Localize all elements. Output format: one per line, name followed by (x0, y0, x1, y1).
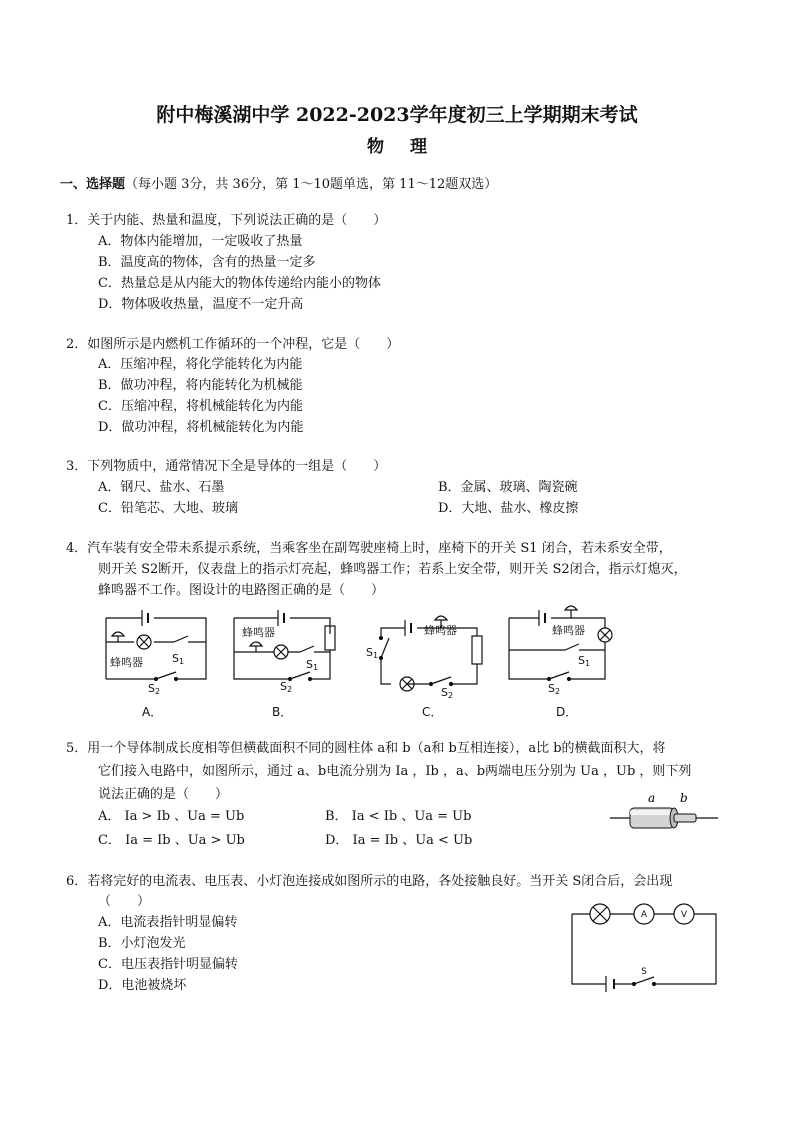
label-s1-d: S1 (578, 654, 591, 668)
q1-option-d: D．物体吸收热量，温度不一定升高 (98, 297, 304, 312)
q6-paren: （ ） (98, 894, 151, 909)
label-buzzer-a: 蜂鸣器 (110, 656, 143, 669)
q3-stem: 3．下列物质中，通常情况下全是导体的一组是（ ） (66, 459, 387, 474)
q5-option-b: B． Ia < Ib 、Ua = Ub (325, 809, 472, 824)
q4-line-2: 则开关 S2断开，仪表盘上的指示灯亮起，蜂鸣器工作；若系上安全带，则开关 S2闭合，指示灯熄灭， (98, 562, 687, 577)
q6-option-d: D．电池被烧坏 (98, 978, 187, 993)
switch-label: S (641, 967, 647, 977)
q5-line-2: 它们接入电路中，如图所示，通过 a、b电流分别为 Ia ，Ib ，a、b两端电压分别为 Ua ，Ub ，则下列 (98, 764, 692, 779)
cylinder-b (674, 814, 696, 822)
q3-option-b: B．金属、玻璃、陶瓷碗 (438, 480, 578, 495)
q1-stem: 1．关于内能、热量和温度，下列说法正确的是（ ） (66, 213, 387, 228)
caption-c: C． (422, 705, 443, 719)
voltmeter-label: V (680, 910, 688, 920)
label-s1-c: S1 (366, 646, 379, 660)
circuit-a (106, 610, 206, 681)
q5-line-3: 说法正确的是（ ） (98, 787, 229, 802)
q6-option-c: C．电压表指针明显偏转 (98, 957, 238, 972)
label-buzzer-d: 蜂鸣器 (552, 624, 585, 637)
q3-option-a: A．钢尺、盐水、石墨 (98, 480, 225, 495)
q6-circuit-diagram (568, 898, 720, 994)
switch-icon (634, 977, 654, 984)
q5-option-a: A． Ia > Ib 、Ua = Ub (98, 809, 245, 824)
q5-option-d: D． Ia = Ib 、Ua < Ub (325, 833, 473, 848)
q6-stem: 6．若将完好的电流表、电压表、小灯泡连接成如图所示的电路，各处接触良好。当开关 S闭合后，会出现 (66, 874, 673, 889)
label-a: a (648, 791, 656, 805)
q3-option-d: D．大地、盐水、橡皮擦 (438, 501, 579, 516)
section-label: 一、选择题 (60, 177, 126, 192)
label-s2-c: S2 (441, 686, 454, 700)
q2-option-d: D．做功冲程，将机械能转化为内能 (98, 420, 304, 435)
exam-title: 附中梅溪湖中学 2022-2023学年度初三上学期期末考试 (156, 104, 638, 126)
q5-conductor-diagram (606, 790, 722, 836)
section-heading (60, 176, 497, 194)
caption-b: B． (272, 705, 293, 719)
caption-d: D． (556, 705, 578, 719)
circuit-b (234, 610, 335, 681)
q6-option-a: A．电流表指针明显偏转 (98, 915, 238, 930)
q3-option-c: C．铅笔芯、大地、玻璃 (98, 501, 238, 516)
circuit-d (509, 606, 612, 681)
section-note: （每小题 3分，共 36分，第 1～10题单选，第 11～12题双选） (125, 177, 498, 192)
q5-option-c: C． Ia = Ib 、Ua > Ub (98, 833, 245, 848)
q5-line-1: 5．用一个导体制成长度相等但横截面积不同的圆柱体 a和 b（a和 b互相连接），a比 b的横截面积大，将 (66, 741, 666, 756)
ammeter-label: A (640, 910, 648, 920)
caption-a: A． (142, 705, 163, 719)
buzzer-icon (250, 642, 262, 652)
q2-stem: 2．如图所示是内燃机工作循环的一个冲程，它是（ ） (66, 337, 400, 352)
buzzer-icon (112, 632, 124, 642)
q1-option-c: C．热量总是从内能大的物体传递给内能小的物体 (98, 276, 381, 291)
q4-line-3: 蜂鸣器不工作。图设计的电路图正确的是（ ） (98, 583, 385, 598)
q1-option-b: B．温度高的物体，含有的热量一定多 (98, 255, 316, 270)
label-s2-d: S2 (548, 682, 561, 696)
subject-title: 物理 (367, 137, 453, 157)
resistor-icon (472, 636, 482, 664)
buzzer-icon (565, 606, 577, 618)
q2-option-a: A．压缩冲程，将化学能转化为内能 (98, 357, 303, 372)
q1-option-a: A．物体内能增加，一定吸收了热量 (98, 234, 303, 249)
label-b: b (680, 791, 688, 805)
q2-option-b: B．做功冲程，将内能转化为机械能 (98, 378, 303, 393)
label-buzzer-b: 蜂鸣器 (242, 626, 275, 639)
label-s1-a: S1 (172, 652, 185, 666)
label-s1-b: S1 (306, 658, 319, 672)
label-s2-a: S2 (148, 682, 161, 696)
q6-option-b: B．小灯泡发光 (98, 936, 186, 951)
q4-circuit-diagrams (96, 600, 736, 725)
q4-line-1: 4．汽车装有安全带未系提示系统，当乘客坐在副驾驶座椅上时，座椅下的开关 S1 闭合，若未系安全带， (66, 541, 672, 556)
label-buzzer-c: 蜂鸣器 (424, 624, 457, 637)
q2-option-c: C．压缩冲程，将机械能转化为内能 (98, 399, 303, 414)
label-s2-b: S2 (280, 680, 293, 694)
